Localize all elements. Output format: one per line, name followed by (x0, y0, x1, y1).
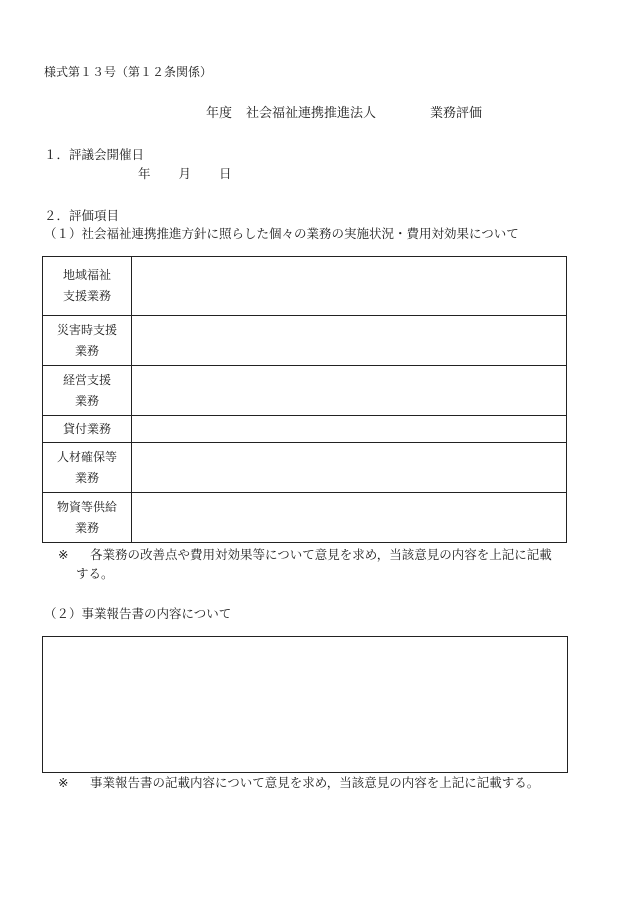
note-2-text: 事業報告書の記載内容について意見を求め，当該意見の内容を上記に記載する。 (90, 775, 540, 790)
title-year: 年度 (206, 106, 233, 121)
table-row (43, 416, 567, 443)
table-row (43, 257, 567, 316)
report-comment-box[interactable] (42, 636, 568, 773)
title-org: 社会福祉連携推進法人 (246, 106, 377, 121)
row-label: 貸付業務 (43, 416, 132, 443)
row-input-cell[interactable] (132, 493, 567, 543)
subsection2-heading: （２）事業報告書の内容について (44, 606, 232, 621)
section2-heading: ２．評価項目 (44, 208, 120, 223)
document-title (206, 106, 482, 123)
note-1 (58, 545, 588, 584)
note-1-line1: 各業務の改善点や費用対効果等について意見を求め，当該意見の内容を上記に記載 (90, 547, 552, 562)
note-mark: ※ (58, 775, 69, 790)
table-row (43, 493, 567, 543)
table-row (43, 366, 567, 416)
form-number: 様式第１３号（第１２条関係） (44, 65, 213, 79)
date-month: 月 (178, 166, 192, 181)
table-row (43, 443, 567, 493)
note-1-line2: する。 (76, 566, 114, 582)
note-mark: ※ (58, 547, 69, 562)
row-label: 地域福祉 支援業務 (43, 257, 132, 316)
section1-heading: １．評議会開催日 (44, 147, 145, 162)
date-day: 日 (219, 166, 232, 181)
title-subject: 業務評価 (430, 106, 483, 121)
table-row (43, 316, 567, 366)
row-input-cell[interactable] (132, 443, 567, 493)
row-label: 災害時支援 業務 (43, 316, 132, 366)
row-input-cell[interactable] (132, 316, 567, 366)
meeting-date (138, 166, 232, 182)
row-input-cell[interactable] (132, 257, 567, 316)
note-2 (58, 775, 539, 791)
row-label: 人材確保等 業務 (43, 443, 132, 493)
row-label: 物資等供給 業務 (43, 493, 132, 543)
row-input-cell[interactable] (132, 366, 567, 416)
row-input-cell[interactable] (132, 416, 567, 443)
row-label: 経営支援 業務 (43, 366, 132, 416)
evaluation-table (42, 256, 567, 543)
date-year: 年 (138, 166, 151, 181)
subsection1-heading: （１）社会福祉連携推進方針に照らした個々の業務の実施状況・費用対効果について (44, 226, 519, 241)
